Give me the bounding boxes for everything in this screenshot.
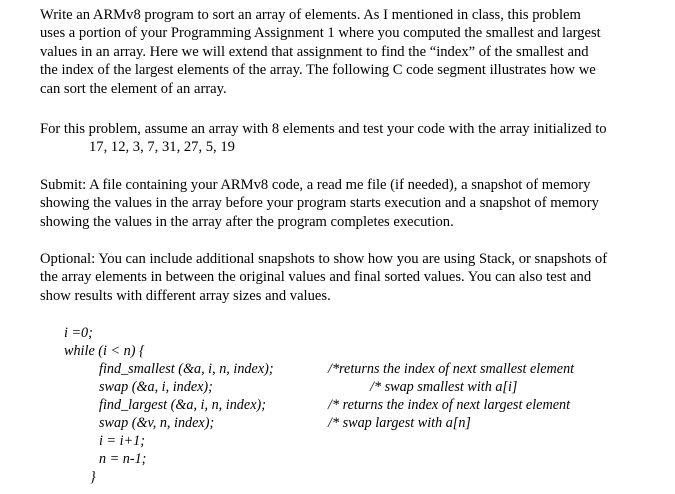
code-comment: /* swap smallest with a[i] — [370, 379, 518, 395]
code-while: while (i < n) { — [64, 343, 145, 359]
submit-line: showing the values in the array after the program completes execution. — [40, 213, 454, 230]
intro-paragraph — [40, 6, 668, 98]
code-decrement-n: n = n-1; — [99, 451, 147, 467]
intro-line: Write an ARMv8 program to sort an array of elements. As I mentioned in class, this problem — [40, 7, 581, 23]
submit-paragraph — [40, 176, 668, 231]
optional-line: show results with different array sizes and values. — [40, 287, 331, 304]
optional-line: the array elements in between the original values and final sorted values. You can also test and — [40, 269, 592, 286]
code-comment: /* returns the index of next largest element — [328, 397, 571, 413]
code-find-smallest: find_smallest (&a, i, n, index); — [99, 361, 274, 377]
intro-line: can sort the element of an array. — [40, 80, 227, 97]
code-comment: /*returns the index of next smallest element — [328, 361, 575, 377]
intro-line: the index of the largest elements of the array. The following C code segment illustrates how we — [40, 62, 596, 79]
code-swap-smallest: swap (&a, i, index); — [99, 379, 213, 395]
problem-paragraph — [40, 120, 668, 157]
code-init: i =0; — [64, 325, 93, 341]
submit-line: Submit: A file containing your ARMv8 code, a read me file (if needed), a snapshot of memory — [40, 177, 591, 193]
optional-paragraph — [40, 250, 668, 305]
code-swap-largest: swap (&v, n, index); — [99, 415, 215, 431]
code-comment: /* swap largest with a[n] — [328, 415, 471, 431]
code-increment-i: i = i+1; — [99, 433, 145, 449]
code-find-largest: find_largest (&a, i, n, index); — [99, 397, 266, 413]
problem-line: For this problem, assume an array with 8 elements and test your code with the array initialized to — [40, 121, 607, 137]
code-close-brace: } — [90, 469, 96, 485]
array-values: 17, 12, 3, 7, 31, 27, 5, 19 — [89, 139, 235, 156]
optional-line: Optional: You can include additional snapshots to show how you are using Stack, or snapshots of — [40, 251, 608, 267]
submit-line: showing the values in the array before your program starts execution and a snapshot of memory — [40, 195, 599, 212]
intro-line: uses a portion of your Programming Assignment 1 where you computed the smallest and largest — [40, 25, 601, 42]
intro-line: values in an array. Here we will extend that assignment to find the “index” of the smallest and — [40, 43, 589, 60]
